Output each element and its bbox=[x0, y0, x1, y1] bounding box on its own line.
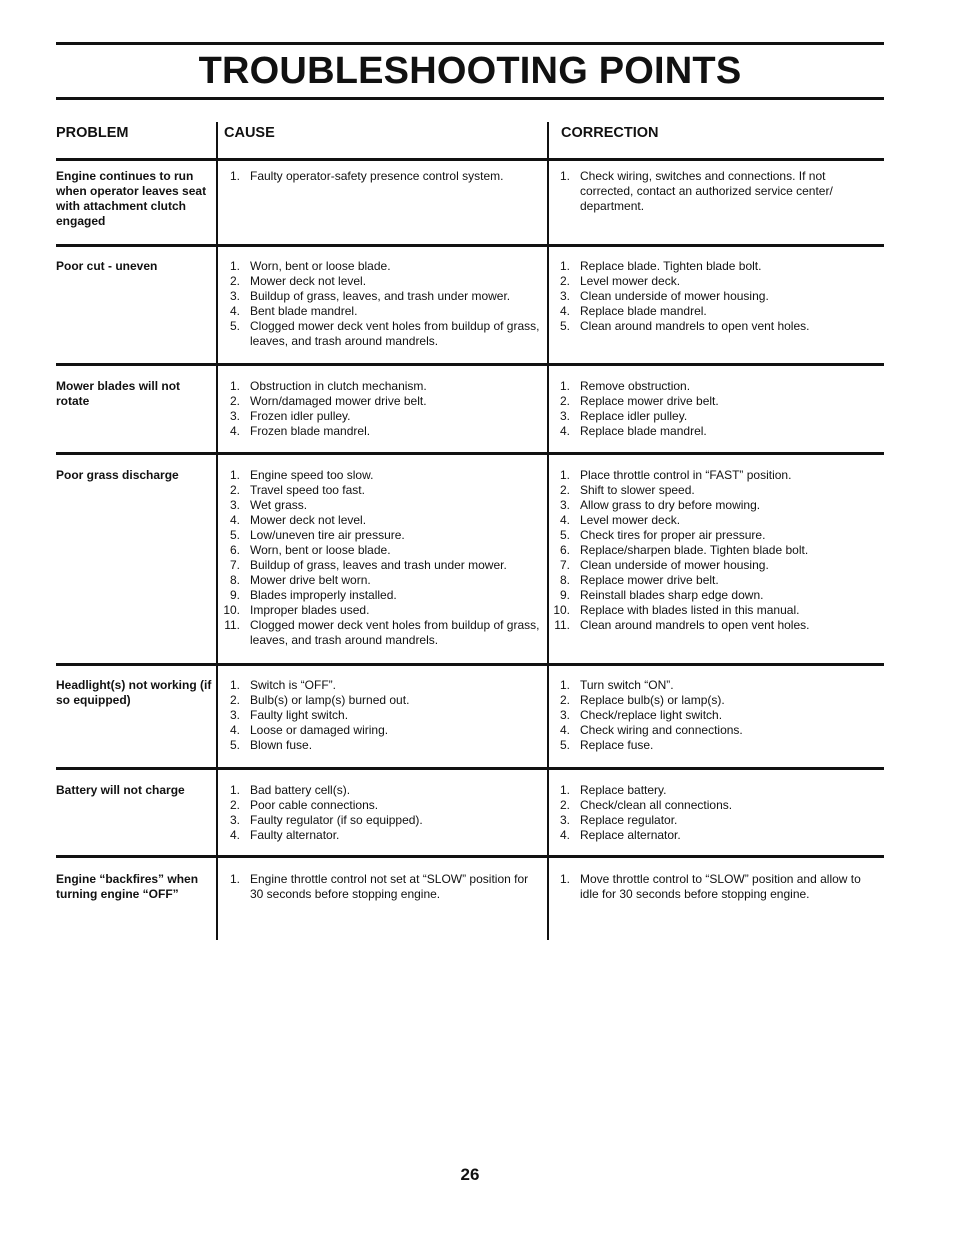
list-item bbox=[550, 618, 875, 633]
item-text: Clean underside of mower housing. bbox=[580, 289, 769, 303]
correction-list bbox=[550, 783, 875, 843]
item-number: 5. bbox=[229, 528, 240, 542]
list-item bbox=[220, 798, 540, 813]
item-number: 5. bbox=[559, 738, 570, 752]
item-number: 2. bbox=[229, 274, 240, 288]
item-text: Improper blades used. bbox=[250, 603, 370, 617]
list-item bbox=[550, 798, 875, 813]
list-item bbox=[220, 693, 540, 708]
item-text: Faulty alternator. bbox=[250, 828, 340, 842]
row-divider bbox=[56, 767, 884, 770]
item-text: Replace fuse. bbox=[580, 738, 654, 752]
list-item bbox=[220, 424, 540, 439]
list-item bbox=[550, 513, 875, 528]
item-number: 1. bbox=[559, 169, 570, 183]
item-text: Faulty operator-safety presence control system. bbox=[250, 169, 504, 183]
item-number: 3. bbox=[229, 498, 240, 512]
item-number: 3. bbox=[229, 813, 240, 827]
item-number: 6. bbox=[229, 543, 240, 557]
item-number: 8. bbox=[229, 573, 240, 587]
item-text: Poor cable connections. bbox=[250, 798, 379, 812]
list-item bbox=[220, 304, 540, 319]
item-number: 1. bbox=[229, 783, 240, 797]
item-text: Replace regulator. bbox=[580, 813, 678, 827]
list-item bbox=[220, 558, 540, 573]
item-text: Wet grass. bbox=[250, 498, 308, 512]
list-item bbox=[550, 588, 875, 603]
list-item bbox=[550, 468, 875, 483]
item-text: Travel speed too fast. bbox=[250, 483, 365, 497]
item-number: 3. bbox=[559, 498, 570, 512]
list-item bbox=[550, 394, 875, 409]
item-number: 2. bbox=[559, 483, 570, 497]
list-item bbox=[550, 543, 875, 558]
item-number: 4. bbox=[229, 424, 240, 438]
list-item bbox=[550, 319, 875, 334]
item-number: 3. bbox=[229, 289, 240, 303]
row-divider bbox=[56, 363, 884, 366]
list-item bbox=[220, 498, 540, 513]
item-text: Mower drive belt worn. bbox=[250, 573, 371, 587]
item-number: 4. bbox=[229, 304, 240, 318]
item-number: 6. bbox=[559, 543, 570, 557]
list-item bbox=[220, 573, 540, 588]
item-text: Replace/sharpen blade. Tighten blade bolt. bbox=[580, 543, 809, 557]
list-item bbox=[550, 528, 875, 543]
item-number: 9. bbox=[229, 588, 240, 602]
cause-list bbox=[220, 678, 540, 753]
item-text: Buildup of grass, leaves, and trash under mower. bbox=[250, 289, 511, 303]
list-item bbox=[220, 618, 540, 648]
item-number: 1. bbox=[229, 379, 240, 393]
cause-list bbox=[220, 468, 540, 648]
item-text: Clogged mower deck vent holes from buildup of grass, leaves, and trash around mandrels. bbox=[250, 618, 540, 647]
item-text: Level mower deck. bbox=[580, 513, 681, 527]
list-item bbox=[220, 872, 540, 902]
item-number: 4. bbox=[559, 513, 570, 527]
cause-list bbox=[220, 872, 540, 902]
item-number: 2. bbox=[559, 394, 570, 408]
item-text: Blown fuse. bbox=[250, 738, 313, 752]
item-number: 5. bbox=[229, 738, 240, 752]
item-number: 4. bbox=[229, 513, 240, 527]
item-number: 2. bbox=[229, 483, 240, 497]
list-item bbox=[220, 379, 540, 394]
title-top-rule bbox=[56, 42, 884, 45]
list-item bbox=[220, 483, 540, 498]
item-number: 2. bbox=[559, 274, 570, 288]
list-item bbox=[220, 723, 540, 738]
list-item bbox=[550, 738, 875, 753]
cause-list bbox=[220, 169, 540, 184]
item-number: 1. bbox=[229, 259, 240, 273]
row-divider bbox=[56, 663, 884, 666]
correction-list bbox=[550, 678, 875, 753]
item-number: 5. bbox=[229, 319, 240, 333]
problem-cell: Poor grass discharge bbox=[56, 468, 179, 482]
item-text: Check/clean all connections. bbox=[580, 798, 733, 812]
item-text: Obstruction in clutch mechanism. bbox=[250, 379, 427, 393]
item-text: Allow grass to dry before mowing. bbox=[580, 498, 761, 512]
list-item bbox=[220, 588, 540, 603]
item-number: 11. bbox=[224, 618, 240, 632]
list-item bbox=[550, 498, 875, 513]
item-number: 3. bbox=[559, 289, 570, 303]
list-item bbox=[550, 828, 875, 843]
list-item bbox=[550, 693, 875, 708]
item-text: Bent blade mandrel. bbox=[250, 304, 358, 318]
item-number: 1. bbox=[229, 169, 240, 183]
item-number: 9. bbox=[559, 588, 570, 602]
correction-list bbox=[550, 872, 875, 902]
list-item bbox=[220, 409, 540, 424]
item-text: Buildup of grass, leaves and trash under mower. bbox=[250, 558, 507, 572]
title-bottom-rule bbox=[56, 97, 884, 100]
list-item bbox=[220, 513, 540, 528]
item-text: Worn, bent or loose blade. bbox=[250, 543, 391, 557]
item-text: Frozen blade mandrel. bbox=[250, 424, 371, 438]
item-number: 4. bbox=[229, 828, 240, 842]
problem-cell: Engine “backfires” when turning engine “OFF” bbox=[56, 872, 199, 901]
list-item bbox=[550, 304, 875, 319]
list-item bbox=[550, 259, 875, 274]
item-text: Worn, bent or loose blade. bbox=[250, 259, 391, 273]
item-number: 10. bbox=[223, 603, 240, 617]
item-text: Check wiring and connections. bbox=[580, 723, 743, 737]
list-item bbox=[550, 409, 875, 424]
item-text: Reinstall blades sharp edge down. bbox=[580, 588, 764, 602]
item-text: Place throttle control in “FAST” position. bbox=[580, 468, 792, 482]
correction-column-header: CORRECTION bbox=[561, 125, 659, 141]
item-number: 1. bbox=[559, 259, 570, 273]
item-number: 1. bbox=[229, 872, 240, 886]
item-number: 1. bbox=[229, 678, 240, 692]
item-text: Clogged mower deck vent holes from buildup of grass, leaves, and trash around mandrels. bbox=[250, 319, 540, 348]
item-number: 2. bbox=[559, 693, 570, 707]
problem-cell: Mower blades will not rotate bbox=[56, 379, 181, 408]
page-number: 26 bbox=[460, 1165, 480, 1184]
page-title: TROUBLESHOOTING POINTS bbox=[198, 50, 742, 92]
item-text: Mower deck not level. bbox=[250, 274, 367, 288]
list-item bbox=[220, 543, 540, 558]
cause-list bbox=[220, 259, 540, 349]
item-number: 7. bbox=[559, 558, 570, 572]
item-text: Replace blade. Tighten blade bolt. bbox=[580, 259, 762, 273]
item-number: 7. bbox=[229, 558, 240, 572]
item-text: Replace mower drive belt. bbox=[580, 394, 719, 408]
correction-list bbox=[550, 379, 875, 439]
item-text: Replace alternator. bbox=[580, 828, 681, 842]
list-item bbox=[550, 379, 875, 394]
item-text: Level mower deck. bbox=[580, 274, 681, 288]
cause-list bbox=[220, 379, 540, 439]
item-number: 3. bbox=[229, 708, 240, 722]
item-text: Remove obstruction. bbox=[580, 379, 691, 393]
item-text: Clean around mandrels to open vent holes. bbox=[580, 618, 810, 632]
item-number: 3. bbox=[559, 813, 570, 827]
list-item bbox=[550, 872, 875, 902]
item-number: 3. bbox=[229, 409, 240, 423]
item-number: 5. bbox=[559, 528, 570, 542]
item-text: Mower deck not level. bbox=[250, 513, 367, 527]
item-text: Faulty light switch. bbox=[250, 708, 349, 722]
item-text: Faulty regulator (if so equipped). bbox=[250, 813, 423, 827]
problem-cell: Poor cut - uneven bbox=[56, 259, 158, 273]
list-item bbox=[220, 468, 540, 483]
item-text: Replace mower drive belt. bbox=[580, 573, 719, 587]
item-number: 3. bbox=[559, 409, 570, 423]
item-text: Clean underside of mower housing. bbox=[580, 558, 769, 572]
item-number: 3. bbox=[559, 708, 570, 722]
list-item bbox=[550, 813, 875, 828]
item-text: Bad battery cell(s). bbox=[250, 783, 351, 797]
list-item bbox=[550, 558, 875, 573]
correction-list bbox=[550, 259, 875, 334]
list-item bbox=[550, 603, 875, 618]
item-text: Engine speed too slow. bbox=[250, 468, 374, 482]
item-number: 10. bbox=[553, 603, 570, 617]
item-number: 4. bbox=[229, 723, 240, 737]
item-text: Frozen idler pulley. bbox=[250, 409, 351, 423]
item-number: 4. bbox=[559, 828, 570, 842]
problem-column-header: PROBLEM bbox=[56, 125, 129, 141]
item-text: Low/uneven tire air pressure. bbox=[250, 528, 405, 542]
item-number: 2. bbox=[229, 693, 240, 707]
item-number: 1. bbox=[559, 468, 570, 482]
list-item bbox=[220, 783, 540, 798]
list-item bbox=[220, 319, 540, 349]
item-number: 1. bbox=[559, 678, 570, 692]
list-item bbox=[550, 169, 875, 214]
item-text: Check tires for proper air pressure. bbox=[580, 528, 766, 542]
list-item bbox=[220, 603, 540, 618]
item-text: Check wiring, switches and connections. If not corrected, contact an authorized service center/ department. bbox=[580, 169, 833, 213]
item-text: Replace blade mandrel. bbox=[580, 304, 707, 318]
item-number: 11. bbox=[554, 618, 570, 632]
list-item bbox=[220, 528, 540, 543]
list-item bbox=[220, 289, 540, 304]
list-item bbox=[220, 274, 540, 289]
cause-list bbox=[220, 783, 540, 843]
item-text: Replace with blades listed in this manual. bbox=[580, 603, 800, 617]
item-text: Loose or damaged wiring. bbox=[250, 723, 389, 737]
item-number: 4. bbox=[559, 424, 570, 438]
item-text: Blades improperly installed. bbox=[250, 588, 397, 602]
problem-cell: Battery will not charge bbox=[56, 783, 185, 797]
item-text: Replace blade mandrel. bbox=[580, 424, 707, 438]
list-item bbox=[220, 394, 540, 409]
item-text: Turn switch “ON”. bbox=[580, 678, 674, 692]
list-item bbox=[220, 678, 540, 693]
item-number: 1. bbox=[559, 783, 570, 797]
item-text: Replace battery. bbox=[580, 783, 667, 797]
item-number: 1. bbox=[559, 872, 570, 886]
correction-list bbox=[550, 169, 875, 214]
item-text: Replace idler pulley. bbox=[580, 409, 688, 423]
item-number: 1. bbox=[559, 379, 570, 393]
list-item bbox=[220, 169, 540, 184]
problem-cell: Headlight(s) not working (if so equipped) bbox=[56, 678, 212, 707]
row-divider bbox=[56, 855, 884, 858]
item-number: 2. bbox=[229, 394, 240, 408]
list-item bbox=[550, 424, 875, 439]
item-text: Clean around mandrels to open vent holes. bbox=[580, 319, 810, 333]
item-text: Engine throttle control not set at “SLOW” position for 30 seconds before stopping engine. bbox=[250, 872, 529, 901]
item-number: 2. bbox=[559, 798, 570, 812]
list-item bbox=[220, 708, 540, 723]
list-item bbox=[550, 708, 875, 723]
list-item bbox=[550, 723, 875, 738]
list-item bbox=[550, 678, 875, 693]
list-item bbox=[550, 783, 875, 798]
item-text: Bulb(s) or lamp(s) burned out. bbox=[250, 693, 410, 707]
list-item bbox=[220, 738, 540, 753]
list-item bbox=[220, 813, 540, 828]
list-item bbox=[550, 274, 875, 289]
item-number: 5. bbox=[559, 319, 570, 333]
item-text: Shift to slower speed. bbox=[580, 483, 695, 497]
item-text: Replace bulb(s) or lamp(s). bbox=[580, 693, 725, 707]
item-number: 4. bbox=[559, 304, 570, 318]
list-item bbox=[550, 289, 875, 304]
item-number: 2. bbox=[229, 798, 240, 812]
header-divider bbox=[56, 158, 884, 161]
row-divider bbox=[56, 452, 884, 455]
item-number: 4. bbox=[559, 723, 570, 737]
row-divider bbox=[56, 244, 884, 247]
list-item bbox=[220, 259, 540, 274]
correction-list bbox=[550, 468, 875, 633]
list-item bbox=[550, 483, 875, 498]
item-text: Worn/damaged mower drive belt. bbox=[250, 394, 427, 408]
list-item bbox=[220, 828, 540, 843]
list-item bbox=[550, 573, 875, 588]
cause-column-header: CAUSE bbox=[224, 125, 275, 141]
item-text: Move throttle control to “SLOW” position and allow to idle for 30 seconds before stopping engine. bbox=[580, 872, 861, 901]
item-number: 8. bbox=[559, 573, 570, 587]
problem-cell: Engine continues to run when operator leaves seat with attachment clutch engaged bbox=[56, 169, 207, 228]
item-text: Check/replace light switch. bbox=[580, 708, 723, 722]
item-text: Switch is “OFF”. bbox=[250, 678, 336, 692]
item-number: 1. bbox=[229, 468, 240, 482]
